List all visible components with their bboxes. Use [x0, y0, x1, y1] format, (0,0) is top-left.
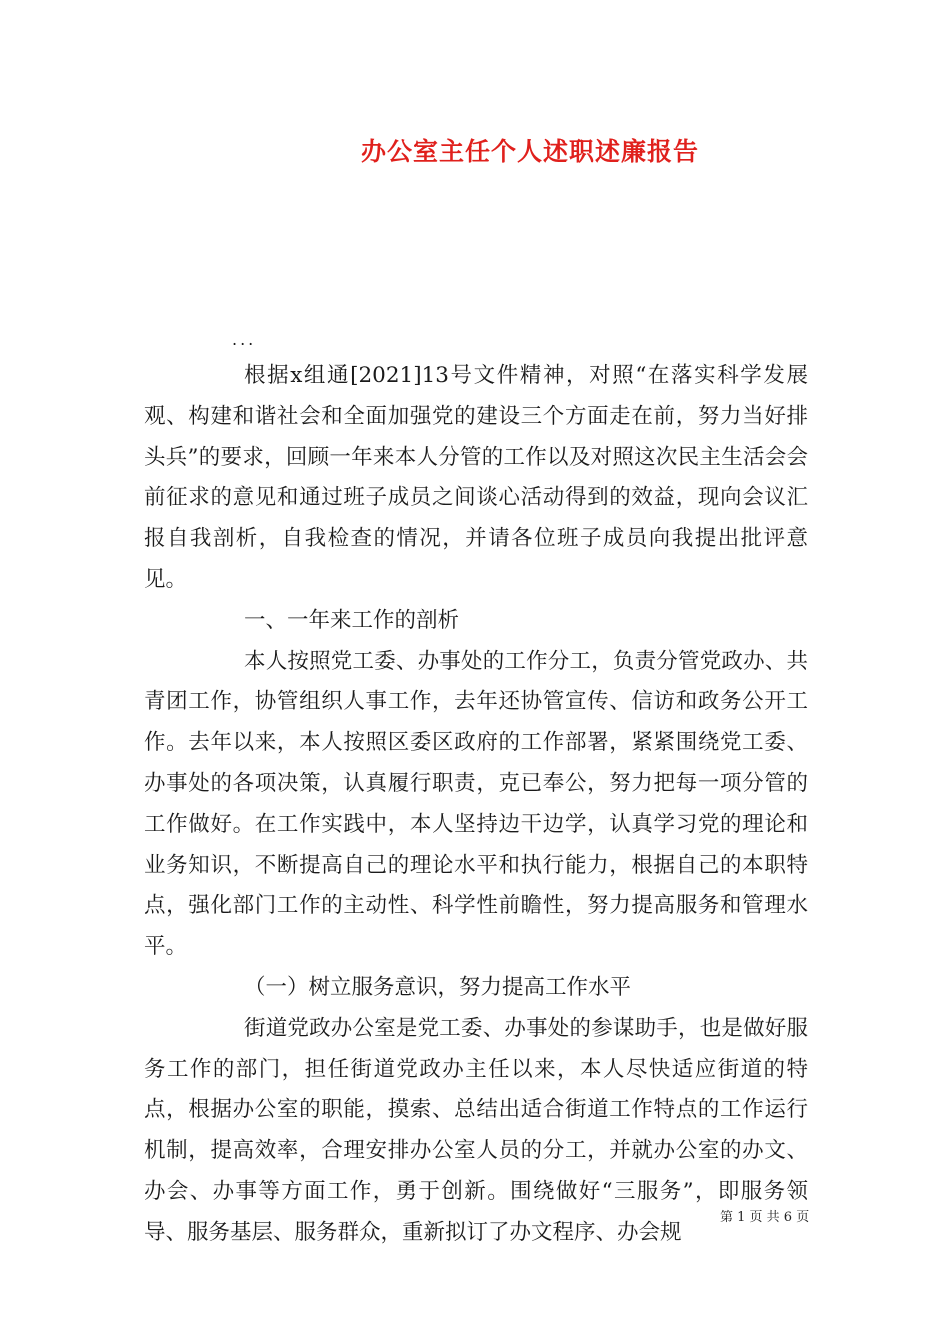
page-number: 第 1 页 共 6 页 [720, 1210, 810, 1225]
paragraph-intro: 根据x组通[2021]13号文件精神，对照“在落实科学发展观、构建和谐社会和全面加强党的建设三个方面走在前，努力当好排头兵”的要求，回顾一年来本人分管的工作以及对照这次民主生活会会前征求的意见和通过班子成员之间谈心活动得到的效益，现向会议汇报自我剖析，自我检查的情况，并请各位班子成员向我提出批评意见。 [144, 363, 808, 592]
document-body [144, 356, 808, 1254]
section-heading: 一、一年来工作的剖析 [244, 607, 460, 633]
paragraph-work-analysis: 本人按照党工委、办事处的工作分工，负责分管党政办、共青团工作，协管组织人事工作，去年还协管宣传、信访和政务公开工作。去年以来，本人按照区委区政府的工作部署，紧紧围绕党工委、办事处的各项决策，认真履行职责，克已奉公，努力把每一项分管的工作做好。在工作实践中，本人坚持边干边学，认真学习党的理论和业务知识，不断提高自己的理论水平和执行能力，根据自己的本职特点，强化部门工作的主动性、科学性前瞻性，努力提高服务和管理水平。 [144, 648, 808, 960]
ellipsis-mark: ... [232, 330, 257, 349]
document-title: 办公室主任个人述职述廉报告 [360, 137, 699, 166]
paragraph-service: 街道党政办公室是党工委、办事处的参谋助手，也是做好服务工作的部门，担任街道党政办主任以来，本人尽快适应街道的特点，根据办公室的职能，摸索、总结出适合街道工作特点的工作运行机制，提高效率，合理安排办公室人员的分工，并就办公室的办文、办会、办事等方面工作，勇于创新。围绕做好“三服务”，即服务领导、服务基层、服务群众，重新拟订了办文程序、办会规 [144, 1015, 808, 1245]
subsection-heading: （一）树立服务意识，努力提高工作水平 [244, 974, 632, 1000]
